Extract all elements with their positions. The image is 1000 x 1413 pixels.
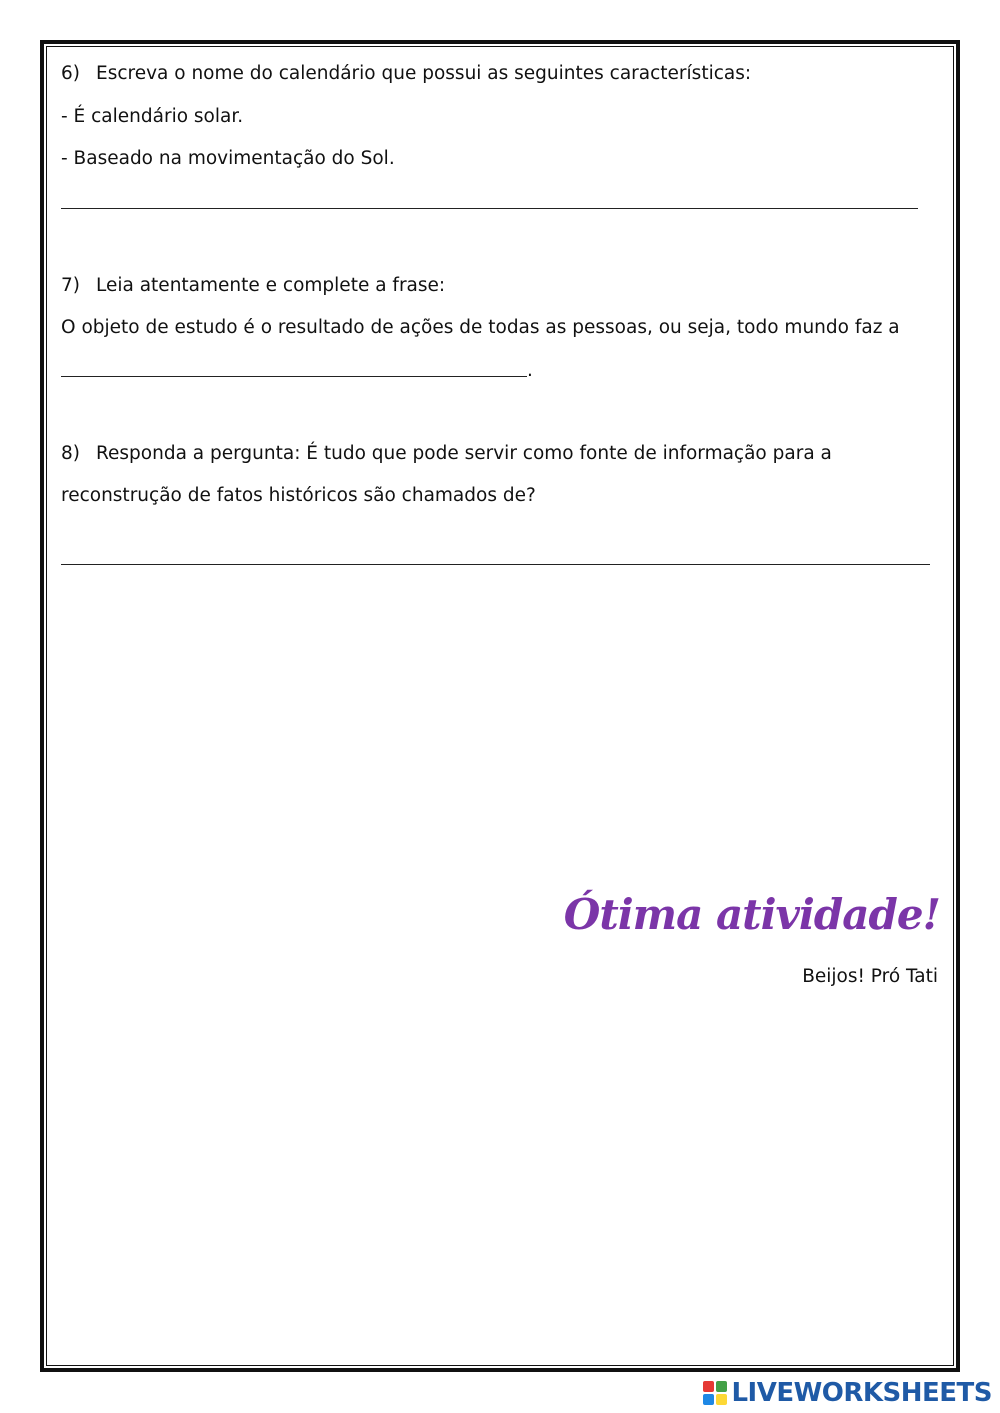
q7-prompt: Leia atentamente e complete a frase: xyxy=(96,275,446,296)
q6-prompt: Escreva o nome do calendário que possui as seguintes características: xyxy=(96,63,752,84)
q7-sentence: O objeto de estudo é o resultado de ações de todas as pessoas, ou seja, todo mundo faz a xyxy=(61,317,900,338)
q7-number: 7) xyxy=(61,275,80,296)
q8-prompt-1: Responda a pergunta: É tudo que pode servir como fonte de informação para a xyxy=(96,443,832,464)
praise-heading: Ótima atividade! xyxy=(563,890,940,939)
q6-answer-blank[interactable] xyxy=(61,208,918,209)
q7-answer-blank[interactable] xyxy=(61,376,527,377)
q8-prompt-line-1 xyxy=(61,445,832,464)
page-frame-inner xyxy=(46,46,954,1366)
liveworksheets-branding xyxy=(703,1378,992,1408)
q6-bullet-1: - É calendário solar. xyxy=(61,106,244,127)
liveworksheets-wordmark: LIVEWORKSHEETS xyxy=(731,1378,992,1408)
logo-tile-1 xyxy=(703,1381,714,1392)
q8-prompt-line-2: reconstrução de fatos históricos são chamados de? xyxy=(61,485,536,506)
q6-bullet-2: - Baseado na movimentação do Sol. xyxy=(61,148,395,169)
q6-number: 6) xyxy=(61,63,80,84)
q8-answer-blank[interactable] xyxy=(61,564,930,565)
q8-number: 8) xyxy=(61,443,80,464)
q7-end-mark: . xyxy=(527,360,533,381)
teacher-signature: Beijos! Pró Tati xyxy=(802,966,938,987)
logo-tile-3 xyxy=(703,1394,714,1405)
q7-prompt-line xyxy=(61,277,445,296)
q6-prompt-line xyxy=(61,65,751,84)
liveworksheets-logo-icon xyxy=(703,1381,727,1405)
logo-tile-4 xyxy=(716,1394,727,1405)
logo-tile-2 xyxy=(716,1381,727,1392)
